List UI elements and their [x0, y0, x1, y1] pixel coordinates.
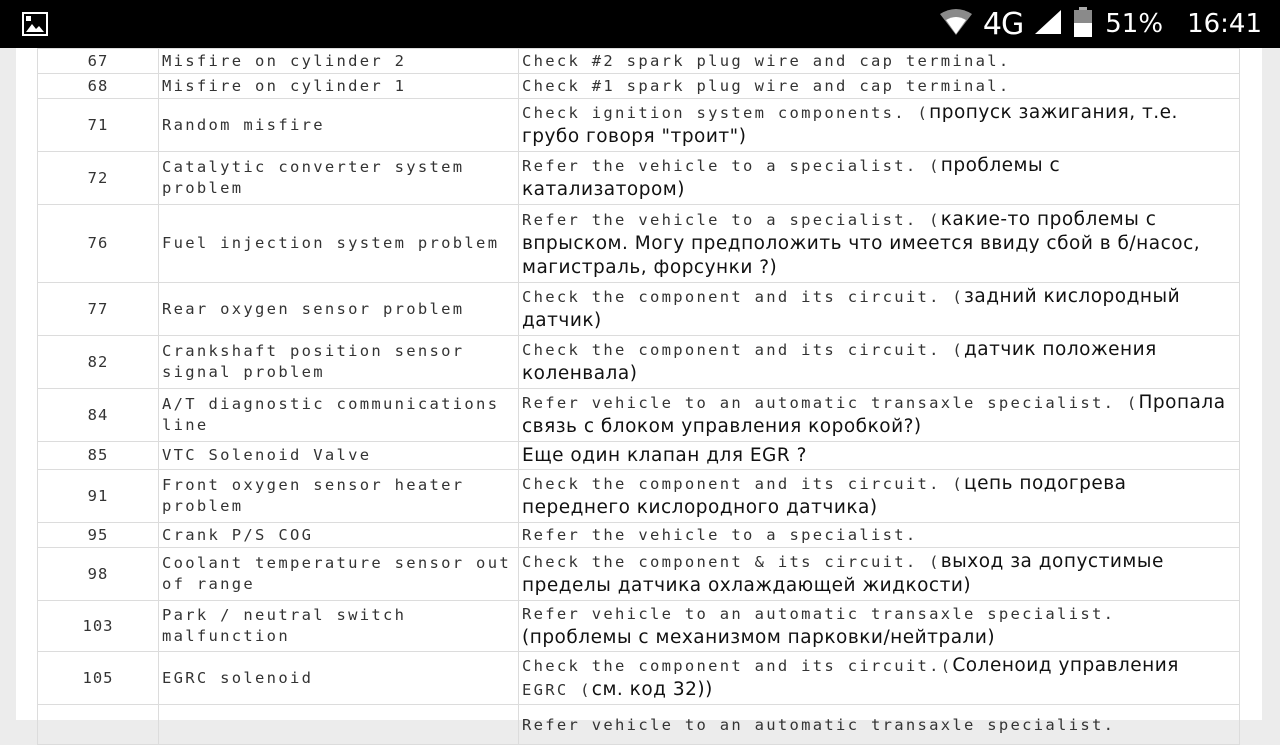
code-description — [519, 523, 1240, 548]
wifi-icon — [939, 8, 973, 40]
code-name: Crank P/S COG — [159, 523, 519, 548]
description-english: Check the component and its circuit. ( — [522, 475, 965, 493]
description-note: переднего кислородного датчика) — [522, 497, 878, 518]
code-number: 72 — [38, 152, 159, 205]
clock: 16:41 — [1187, 9, 1262, 39]
code-number: 98 — [38, 548, 159, 601]
code-number: 76 — [38, 205, 159, 283]
code-description — [519, 705, 1240, 745]
image-notification-icon — [22, 12, 48, 40]
code-number: 71 — [38, 99, 159, 152]
status-bar — [0, 0, 1280, 48]
description-note: см. код 32)) — [591, 679, 713, 700]
code-name: Park / neutral switch malfunction — [159, 601, 519, 652]
description-note: Пропала — [1138, 392, 1226, 413]
code-number: 84 — [38, 389, 159, 442]
description-line — [522, 678, 1236, 702]
description-note: (проблемы с механизмом парковки/нейтрали) — [522, 627, 996, 648]
code-description — [519, 601, 1240, 652]
description-line — [522, 362, 1236, 386]
signal-icon — [1033, 8, 1063, 40]
code-name: Coolant temperature sensor out of range — [159, 548, 519, 601]
code-description — [519, 99, 1240, 152]
table-row — [38, 601, 1240, 652]
code-name: Fuel injection system problem — [159, 205, 519, 283]
table-row — [38, 74, 1240, 99]
description-line — [522, 208, 1236, 232]
table-row — [38, 205, 1240, 283]
description-line — [522, 232, 1236, 256]
description-note: пропуск зажигания, т.е. — [929, 102, 1178, 123]
table-row — [38, 336, 1240, 389]
code-name: Random misfire — [159, 99, 519, 152]
description-line — [522, 285, 1236, 309]
network-type: 4G — [982, 6, 1024, 42]
code-name — [159, 705, 519, 745]
code-name: Front oxygen sensor heater problem — [159, 470, 519, 523]
description-line — [522, 550, 1236, 574]
code-number: 103 — [38, 601, 159, 652]
code-description — [519, 652, 1240, 705]
code-name: A/T diagnostic communications line — [159, 389, 519, 442]
table-row — [38, 523, 1240, 548]
description-english: Check the component and its circuit. ( — [522, 288, 965, 306]
description-english: Refer the vehicle to a specialist. ( — [522, 210, 941, 229]
error-codes-table — [37, 48, 1240, 745]
description-line — [522, 713, 1236, 737]
code-description — [519, 74, 1240, 99]
table-row — [38, 652, 1240, 705]
code-description — [519, 442, 1240, 470]
description-line — [522, 391, 1236, 415]
code-name: Catalytic converter system problem — [159, 152, 519, 205]
table-row — [38, 152, 1240, 205]
description-note: коленвала) — [522, 363, 638, 384]
table-row — [38, 99, 1240, 152]
description-english: Refer vehicle to an automatic transaxle specialist. ( — [522, 394, 1139, 412]
description-note: задний кислородный — [964, 286, 1181, 307]
description-line — [522, 256, 1236, 280]
table-row — [38, 283, 1240, 336]
page-content[interactable] — [16, 48, 1262, 734]
code-number: 95 — [38, 523, 159, 548]
code-number: 82 — [38, 336, 159, 389]
code-name: Misfire on cylinder 1 — [159, 74, 519, 99]
code-number: 85 — [38, 442, 159, 470]
description-line — [522, 472, 1236, 496]
description-english: Check the component and its circuit. ( — [522, 341, 965, 359]
table-row — [38, 442, 1240, 470]
description-note: впрыском. Могу предположить что имеется ввиду сбой в б/насос, — [522, 232, 1201, 254]
description-note: связь с блоком управления коробкой?) — [522, 416, 922, 437]
code-description — [519, 49, 1240, 74]
description-note: цепь подогрева — [964, 473, 1127, 494]
code-description — [519, 336, 1240, 389]
description-note: пределы датчика охлаждающей жидкости) — [522, 575, 972, 596]
code-name: EGRC solenoid — [159, 652, 519, 705]
description-line — [522, 338, 1236, 362]
code-number — [38, 705, 159, 745]
description-note: катализатором) — [522, 179, 685, 200]
description-line — [522, 101, 1236, 125]
description-line — [522, 178, 1236, 202]
code-name: Misfire on cylinder 2 — [159, 49, 519, 74]
code-number: 67 — [38, 49, 159, 74]
description-note: датчик положения — [964, 339, 1157, 360]
code-description — [519, 389, 1240, 442]
description-note: Соленоид управления — [952, 655, 1179, 676]
code-number: 77 — [38, 283, 159, 336]
code-name: VTC Solenoid Valve — [159, 442, 519, 470]
table-row — [38, 389, 1240, 442]
description-note: магистраль, форсунки ?) — [522, 256, 778, 278]
description-line — [522, 496, 1236, 520]
description-note: Еще один клапан для EGR ? — [522, 444, 807, 466]
table-row — [38, 705, 1240, 745]
description-english: Check the component & its circuit. ( — [522, 553, 941, 571]
description-line — [522, 574, 1236, 598]
code-description — [519, 548, 1240, 601]
description-english: Check the component and its circuit.( — [522, 657, 953, 675]
code-description — [519, 283, 1240, 336]
description-line — [522, 125, 1236, 149]
description-note: грубо говоря "троит") — [522, 126, 747, 147]
table-row — [38, 470, 1240, 523]
description-english: Refer vehicle to an automatic transaxle specialist. — [522, 715, 1116, 734]
description-line — [522, 74, 1236, 98]
code-description — [519, 205, 1240, 283]
description-line — [522, 154, 1236, 178]
description-note: выход за допустимые — [940, 551, 1164, 572]
description-english: Refer the vehicle to a specialist. — [522, 526, 918, 544]
code-name: Rear oxygen sensor problem — [159, 283, 519, 336]
description-line — [522, 626, 1236, 650]
description-line — [522, 523, 1236, 547]
description-english: Check #1 spark plug wire and cap terminal. — [522, 77, 1011, 95]
description-line — [522, 49, 1236, 73]
description-line — [522, 415, 1236, 439]
description-note: какие-то проблемы с — [940, 208, 1157, 230]
description-note: проблемы с — [940, 155, 1061, 176]
code-number: 68 — [38, 74, 159, 99]
description-line — [522, 602, 1236, 626]
code-description — [519, 470, 1240, 523]
description-english: Refer vehicle to an automatic transaxle specialist. — [522, 605, 1116, 623]
description-line — [522, 654, 1236, 678]
description-note: датчик) — [522, 310, 602, 331]
code-description — [519, 152, 1240, 205]
code-name: Crankshaft position sensor signal problem — [159, 336, 519, 389]
code-number: 91 — [38, 470, 159, 523]
battery-percent: 51% — [1105, 9, 1164, 39]
table-row — [38, 49, 1240, 74]
description-english: EGRC ( — [522, 681, 592, 699]
description-line — [522, 444, 1236, 468]
description-english: Check #2 spark plug wire and cap terminal. — [522, 52, 1011, 70]
description-english: Check ignition system components. ( — [522, 104, 930, 122]
table-row — [38, 548, 1240, 601]
description-line — [522, 309, 1236, 333]
battery-icon — [1073, 7, 1093, 41]
code-number: 105 — [38, 652, 159, 705]
description-english: Refer the vehicle to a specialist. ( — [522, 157, 941, 175]
